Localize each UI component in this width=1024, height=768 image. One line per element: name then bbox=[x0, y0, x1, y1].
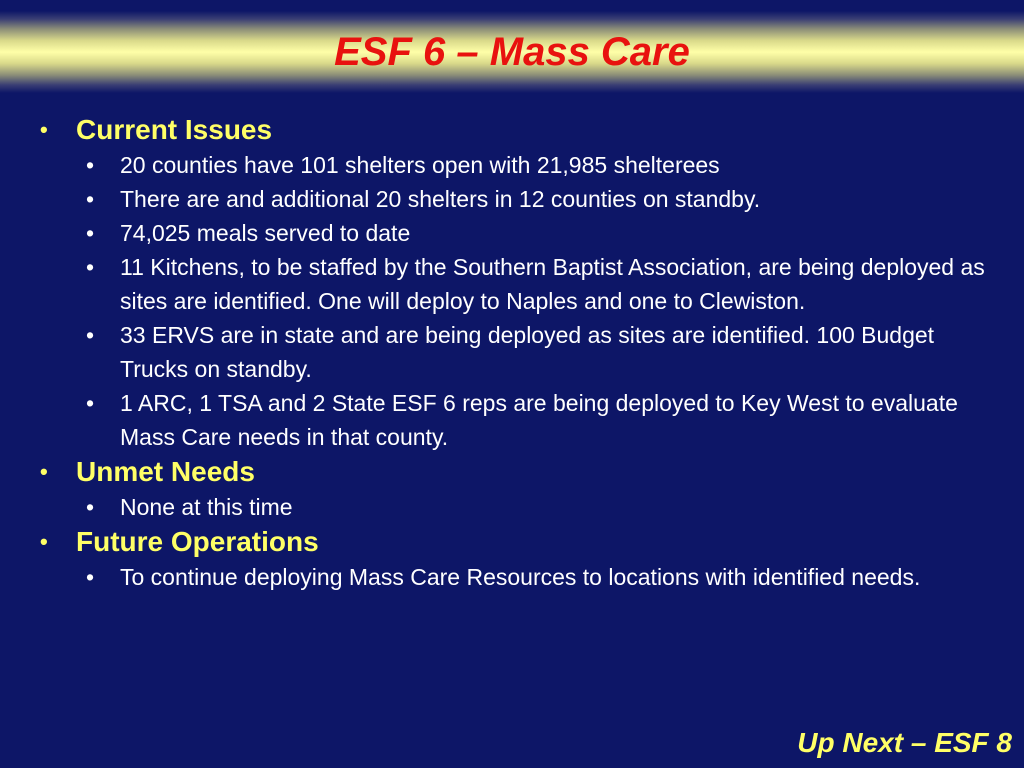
bullet: • bbox=[86, 322, 95, 348]
bullet: • bbox=[86, 254, 95, 280]
bullet: • bbox=[86, 220, 95, 246]
list-item bbox=[40, 250, 1000, 318]
bullet: • bbox=[86, 390, 95, 416]
section-heading-current-issues bbox=[40, 112, 1000, 148]
section-heading-unmet-needs bbox=[40, 454, 1000, 490]
bullet: • bbox=[40, 459, 48, 484]
section-heading-text: Current Issues bbox=[76, 114, 273, 145]
list-item-text: There are and additional 20 shelters in 12 counties on standby. bbox=[120, 186, 761, 212]
bullet: • bbox=[86, 152, 95, 178]
list-item bbox=[40, 148, 1000, 182]
list-item-text: 1 ARC, 1 TSA and 2 State ESF 6 reps are being deployed to Key West to evaluate Mass Care needs in that county. bbox=[120, 390, 958, 450]
list-item bbox=[40, 216, 1000, 250]
bullet: • bbox=[40, 117, 48, 142]
slide-title: ESF 6 – Mass Care bbox=[334, 30, 690, 74]
list-item bbox=[40, 560, 1000, 594]
section-heading-text: Future Operations bbox=[76, 526, 319, 557]
footer-next-slide: Up Next – ESF 8 bbox=[797, 727, 1012, 758]
list-item bbox=[40, 182, 1000, 216]
section-heading-text: Unmet Needs bbox=[76, 456, 255, 487]
list-item-text: 74,025 meals served to date bbox=[120, 220, 411, 246]
bullet: • bbox=[40, 529, 48, 554]
bullet: • bbox=[86, 186, 95, 212]
bullet: • bbox=[86, 564, 95, 590]
list-item-text: 11 Kitchens, to be staffed by the Southern Baptist Association, are being deployed as sites are identified. One will deploy to Naples and one to Clewiston. bbox=[120, 254, 985, 314]
section-heading-future-operations bbox=[40, 524, 1000, 560]
bullet: • bbox=[86, 494, 95, 520]
list-item-text: To continue deploying Mass Care Resources to locations with identified needs. bbox=[120, 564, 921, 590]
list-item bbox=[40, 386, 1000, 454]
slide-content bbox=[40, 112, 1000, 594]
list-item bbox=[40, 318, 1000, 386]
list-item-text: 20 counties have 101 shelters open with 21,985 shelterees bbox=[120, 152, 720, 178]
list-item bbox=[40, 490, 1000, 524]
list-item-text: 33 ERVS are in state and are being deployed as sites are identified. 100 Budget Trucks on standby. bbox=[120, 322, 935, 382]
list-item-text: None at this time bbox=[120, 494, 293, 520]
